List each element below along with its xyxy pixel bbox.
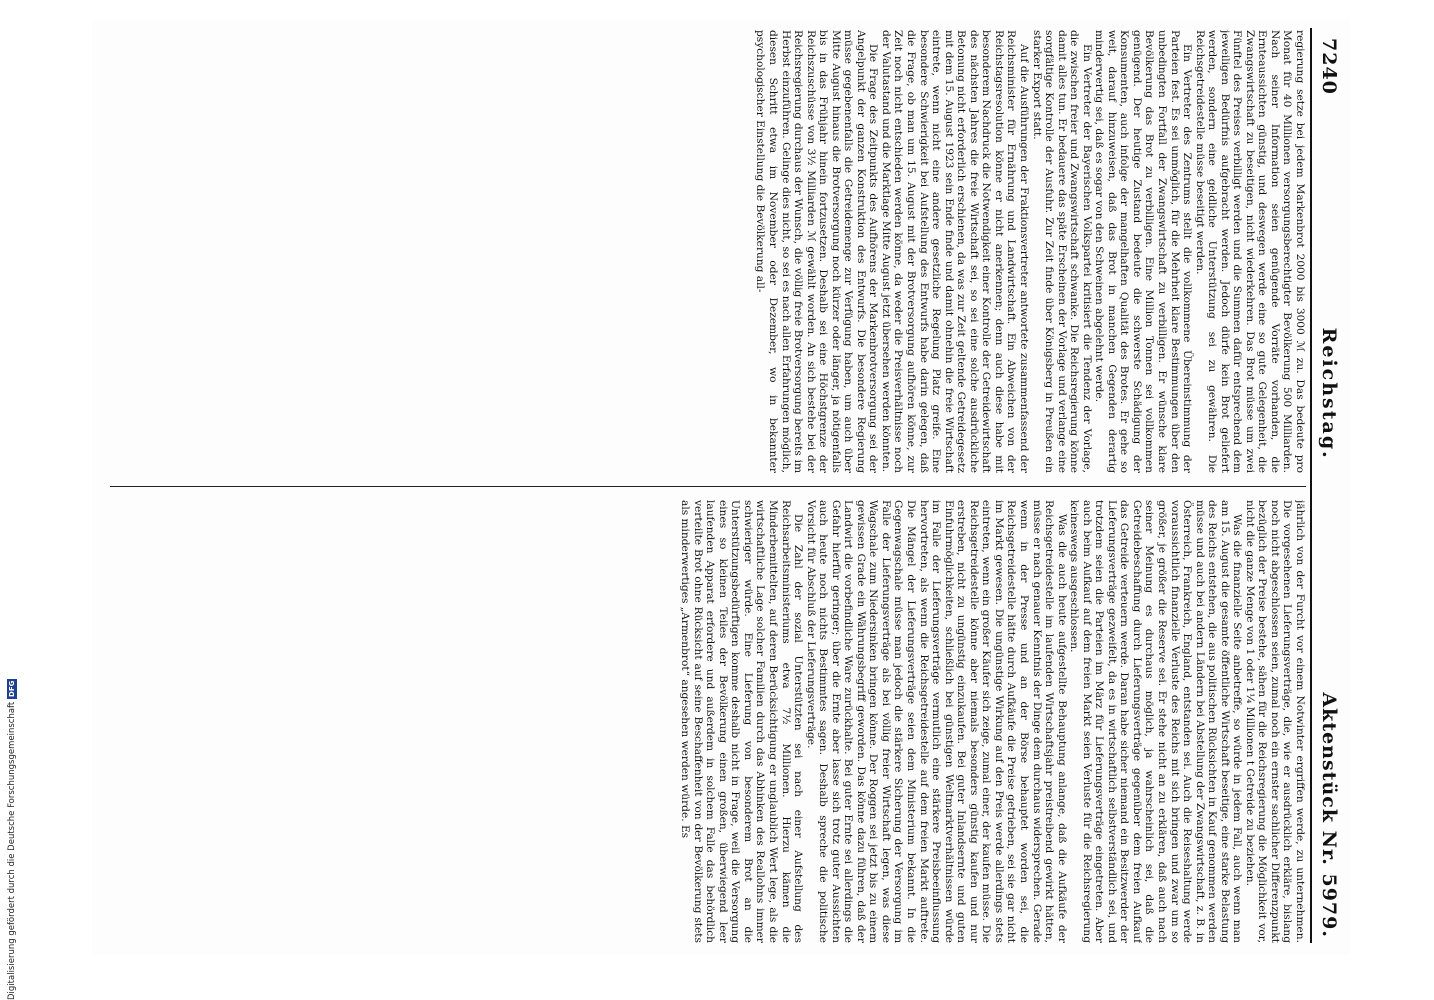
paragraph: regierung setze bei jedem Markenbrot 2000 bis 3000 ℳ zu. Das bedeute pro Monat für 40 Millionen versorgungsberechtigter Bevölkerung 500 Milliarden. Nach seiner Information seien genügende Vorräte vorhanden, die Ernteaussichten günstig, und deswegen werde eine so gute Gelegenheit, die Zwangswirtschaft zu beseitigen, nicht wiederkehren. Das Brot müsse um zwei Fünftel des Preises verbilligt werden und die Summen dafür entsprechend dem jeweiligen Bedürfnis aufgebracht werden. Jedoch dürfe kein Brot geliefert werden, sondern eine geldliche Unterstützung sei zu gewähren. Die Reichsgetreidestelle müsse beseitigt werden. (1193, 30, 1306, 473)
page-number: 7240 (1318, 38, 1340, 95)
column-divider (110, 486, 1306, 487)
digitization-credit (7, 679, 17, 1000)
paragraph: Auf die Ausführungen der Fraktionsvertreter antwortete zusammenfassend der Reichsminister für Ernährung und Landwirtschaft. Ein Abweichen von der Reichstagsresolution könne er nicht anerkennen; denn auch diese habe mit besonderem Nachdruck die Notwendigkeit einer Kontrolle der Getreidewirtschaft des nächsten Jahres die freie Wirtschaft sei, so sei eine solche ausdrückliche Betonung nicht erforderlich erschienen, da was zur Zeit geltende Getreidegesetz mit dem 15. August 1923 sein Ende finde und damit ohnehin die freie Wirtschaft eintrete, wenn nicht eine andere gesetzliche Regelung Platz greife. Eine besondere Schwierigkeit bei Aufstellung des Entwurfs habe darin gelegen, daß die Frage, ob man um 15. August mit der Brotversorgung aufhören könne, zur Zeit noch nicht entschieden werden könne, da weder die Preisverhältnisse noch der Valutastand und die Marktlage Mitte August jetzt übersehen werden könnten. (879, 30, 1030, 473)
paragraph: Die Zahl der sozial Unterstützten sei nach einer Aufstellung des Reichsarbeitsministeriums etwa 7½ Millionen. Hierzu kämen die Minderbemittelten, auf deren Berücksichtigung er unglaublich Wert lege, als die wirtschaftliche Lage solcher Familien durch das Abhinken des Reallohns immer schwieriger würde. Eine Lieferung von besonderem Brot an die Unterstützungsbedürftigen komme deshalb nicht in Frage, weil die Versorgung eines so kleinen Teiles der Bevölkerung einen großen, überwiegend leer laufenden Apparat erfordere und außerdem in solchem Falle das behördlich verteilte Brot ohne Rücksicht auf seine Beschaffenheit von der Bevölkerung stets als minderwertiges „Armenbrot“ angesehen werden würde. Es (679, 500, 805, 943)
paragraph: Ein Vertreter der Bayerischen Volkspartei kritisiert die Tendenz der Vorlage, die zwischen freier und Zwangswirtschaft schwanke. Die Reichsregierung könne damit alles tun. Er bedauere das späte Erscheinen der Vorlage und verlange eine sorgfältige Kontrolle der Ausfuhr. Zur Zeit finde über Königsberg in Preußen ein starker Export statt. (1030, 30, 1093, 473)
paragraph: Was die auch heute aufgestellte Behauptung anlange, daß die Aufkäufe der Reichsgetreidestelle im laufenden Wirtschaftsjahr preistreibend gewirkt hätten, müsse er nach genauer Kenntnis der Dinge dem durchaus widersprechen. Gerade wenn in der Presse und an der Börse behauptet worden sei, die Reichsgetreidestelle hätte durch Aufkäufe die Preise getrieben, sei sie gar nicht im Markt gewesen. Die ungünstige Wirkung auf den Preis werde allerdings stets eintreten, wenn ein großer Käufer sich zeige, zumal einer, der kaufen müsse. Die Reichsgetreidestelle könne aber niemals besonders günstig kaufen und nur erstreben, nicht zu ungünstig einzukaufen. Bei guter Inlandsernte und guten Einfuhrmöglichkeiten, schließlich bei günstigen Weltmarktverhältnissen würde im Falle der Lieferungsverträge vermutlich eine stärkere Preisbeeinflussung hervortreten, als wenn die Reichsgetreidestelle auf dem freien Markt auftrete. Die Mängel der Lieferungsverträge seien dem Ministerium bekannt. In die Gegenwagschale müsse man jedoch die stärkere Sicherung der Versorgung im Falle der Lieferungsverträge als bei völlig freier Wirtschaft legen, was diese Wagschale zum Niedersinken bringen könne. Der Roggen sei jetzt bis zu einem gewissen Grade ein Währungsbegriff geworden. Das könne dazu führen, daß der Landwirt die vorbefindliche Ware zurückhalte. Bei guter Ernte sei allerdings die Gefahr hierfür geringer; über die Ernte aber lasse sich trotz guter Aussichten auch heute noch nichts Bestimmtes sagen. Deshalb spreche die politische Vorsicht für Abschluß der Lieferungsverträge. (804, 500, 1068, 943)
header-rule (1310, 28, 1312, 943)
paragraph: Ein Vertreter des Zentrums stellt die vollkommene Übereinstimmung der Parteien fest. Es sei unmöglich, für die Mehrheit klare Bestimmungen über den unbedingten Fortfall der Zwangswirtschaft zu verbilligen. Er wünsche klare Bevölkerung das Brot zu verbilligen. Eine Million Tonnen sei vollkommen genügend. Der heutige Zustand bedeute die schwerste Schädigung der Konsumenten, auch infolge der mangelhaften Qualität des Brotes. Er gehe so weit, darauf hinzuweisen, daß das Brot in manchen Gegenden derartig minderwertig sei, daß es sogar von den Schweinen abgelehnt werde. (1093, 30, 1194, 473)
dfg-logo: DFG (8, 680, 16, 697)
credit-text: Digitalisierung gefördert durch die Deutsche Forschungsgemeinschaft (7, 701, 17, 1000)
paragraph: Die Frage des Zeitpunkts des Aufhörens der Markenbrotversorgung sei der Angelpunkt der ganzen Konstruktion des Entwurfs. Die besondere Regierung müsse gegebenenfalls die Getreidemenge zur Verfügung haben, um auch über Mitte August hinaus die Brotversorgung noch kürzer oder länger, ja nötigenfalls bis in das Frühjahr hinein fortzusetzen. Deshalb sei eine Höchstgrenze der Reichszuschüsse von 3½ Milliarden ℳ gewählt worden. An sich bestehe bei der Reichsregierung durchaus der Wunsch, die völlig freie Brotversorgung bereits im Herbst einzuführen. Gelinge dies nicht, so sei es nach allen Erfahrungen möglich, diesen Schritt etwa im November oder Dezember, wo in bekannter psychologischer Einstellung die Bevölkerung all- (754, 30, 880, 473)
page-header (1316, 38, 1342, 938)
document-reference: Aktenstück Nr. 5979. (1318, 692, 1340, 938)
rotated-document-page (92, 20, 1350, 955)
header-title: Reichstag. (1318, 327, 1340, 460)
paragraph: Was die finanzielle Seite anbetreffe, so würde in jedem Fall, auch wenn man am 15. August die gesamte öffentliche Wirtschaft beseitige, eine starke Belastung des Reichs entstehen, die aus politischen Rücksichten in Kauf genommen werden müsse und auch bei andern Ländern bei Abstellung der Zwangswirtschaft, z. B. in Österreich, Frankreich, England, entstanden sei. Auch die Reiseshaltung werde voraussichtlich finanzielle Verluste des Reichs mit sich bringen und zwar um so größer, je größer die Reserve sei. Er stehe nicht an zu erklären, daß auch nach seiner Meinung es durchaus möglich, ja wahrscheinlich sei, daß die Getreidebeschaffung durch Lieferungsverträge gegenüber dem freien Aufkauf das Getreide verteuern werde. Daran habe sicher niemand ein Besitzwerder der Lieferungsverträge gezweifelt, da es in wirtschaftlich selbstverständlich sei, und trotzdem seien die Parteien im März für Lieferungsverträge eingetreten. Aber auch beim Aufkauf auf dem freien Markt seien Verluste für die Reichsregierung keineswegs ausgeschlossen. (1068, 500, 1244, 943)
paragraph: jährlich von der Furcht vor einem Notwinter ergriffen werde, zu unternehmen. Die vorgesehenen Lieferungsverträge, die, wie er ausdrücklich erkläre, bislang noch nicht abgeschlossen seien, zumal noch ein ernster sachlicher Differenzpunkt bezüglich der Preise bestehe, sähen für die Reichsregierung die Möglichkeit vor, nicht die ganze Menge von 1 oder 1¼ Millionen t Getreide zu beziehen. (1243, 500, 1306, 943)
left-column (106, 30, 1306, 473)
right-column (106, 500, 1306, 943)
